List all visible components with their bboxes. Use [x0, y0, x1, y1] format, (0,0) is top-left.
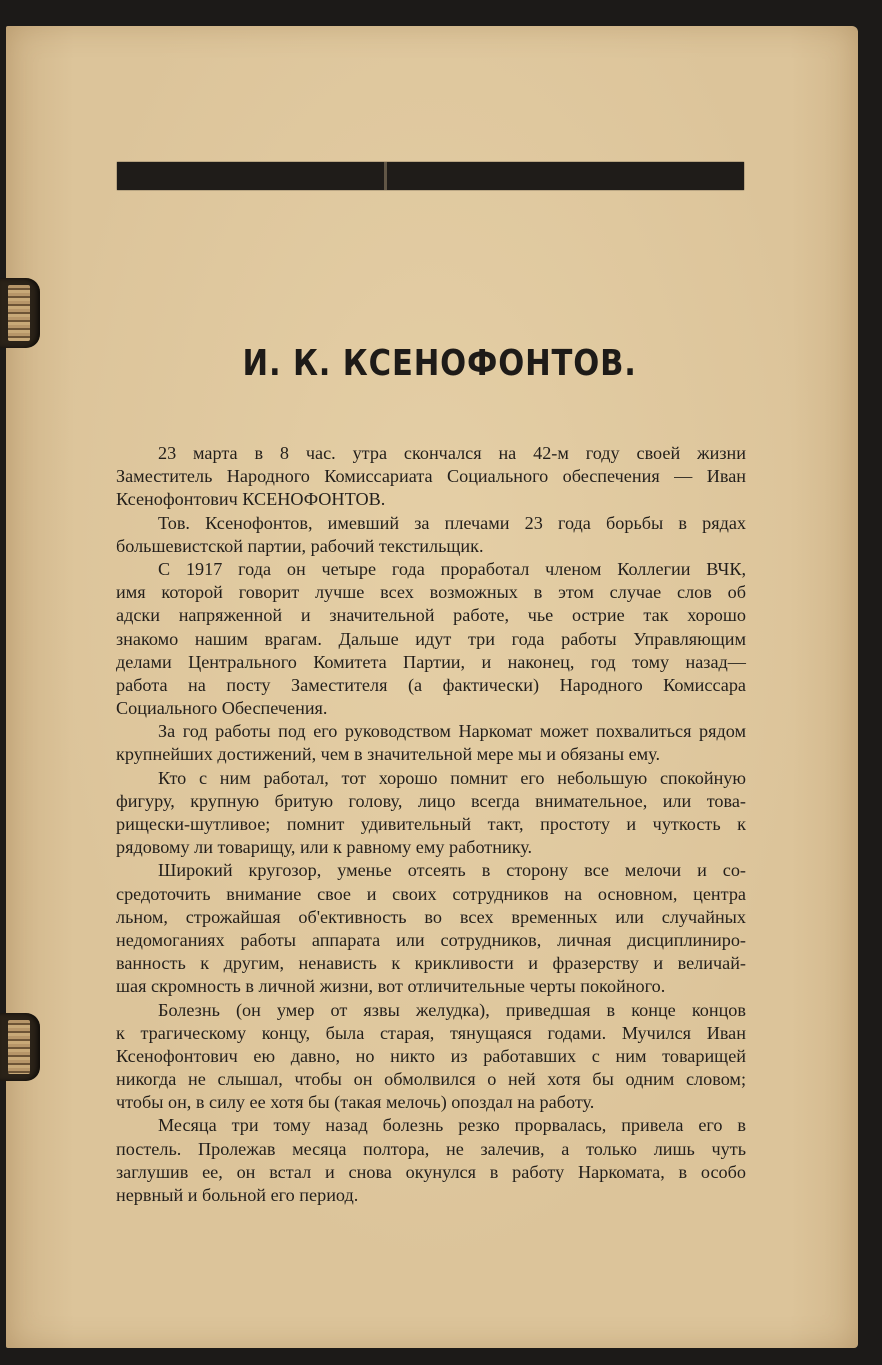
text-line: заглушив ее, он встал и снова окунулся в работу Наркомата, в особо [116, 1161, 746, 1182]
text-line: Заместитель Народного Комиссариата Социального обеспечения — Иван [116, 466, 746, 487]
text-line: никогда не слышал, чтобы он обмолвился о ней хотя бы одним словом; [116, 1069, 746, 1090]
text-line: постель. Пролежав месяца полтора, не залечив, а только лишь чуть [116, 1138, 746, 1159]
text-line: Ксенофонтович КСЕНОФОНТОВ. [116, 489, 386, 510]
decorative-rule [117, 162, 744, 190]
text-line: шая скромность в личной жизни, вот отличительные черты покойного. [116, 976, 666, 997]
text-line: Болезнь (он умер от язвы желудка), приведшая в конце концов [158, 999, 746, 1020]
binding-tear-lower [0, 1013, 40, 1081]
text-line: Широкий кругозор, уменье отсеять в сторону все мелочи и со- [158, 860, 746, 881]
text-line: большевистской партии, рабочий текстильщик. [116, 535, 484, 556]
text-line: Кто с ним работал, тот хорошо помнит его небольшую спокойную [158, 767, 746, 788]
text-line: чтобы он, в силу ее хотя бы (такая мелочь) опоздал на работу. [116, 1092, 595, 1113]
text-line: к трагическому концу, была старая, тянущаяся годами. Мучился Иван [116, 1022, 746, 1043]
text-line: адски напряженной и значительной работе, чье острие так хорошо [116, 605, 746, 626]
page-title: И. К. КСЕНОФОНТОВ. [242, 343, 637, 384]
text-line: фигуру, крупную бритую голову, лицо всегда внимательное, или това- [116, 790, 746, 811]
text-line: За год работы под его руководством Наркомат может похвалиться рядом [158, 721, 746, 742]
text-line: льном, строжайшая об'ективность во всех временных или случайных [116, 906, 746, 927]
text-line: Ксенофонтович ею давно, но никто из работавших с ним товарищей [116, 1045, 746, 1066]
text-line: средоточить внимание свое и своих сотрудников на основном, центра [116, 883, 746, 904]
text-line: Тов. Ксенофонтов, имевший за плечами 23 года борьбы в рядах [158, 512, 746, 533]
text-line: знакомо нашим врагам. Дальше идут три года работы Управляющим [116, 628, 746, 649]
text-line: Социального Обеспечения. [116, 698, 328, 719]
text-line: С 1917 года он четыре года проработал членом Коллегии ВЧК, [158, 558, 746, 579]
text-line: имя которой говорит лучше всех возможных в этом случае слов об [116, 582, 746, 603]
text-line: делами Центрального Комитета Партии, и наконец, год тому назад— [116, 651, 746, 672]
text-line: рищески-шутливое; помнит удивительный такт, простоту и чуткость к [116, 814, 746, 834]
text-line: нервный и больной его период. [116, 1185, 359, 1205]
text-line: рядовому ли товарищу, или к равному ему работнику. [116, 837, 533, 858]
text-line: ванность к другим, ненависть к крикливости и фразерству и величай- [116, 953, 746, 974]
text-line: крупнейших достижений, чем в значительной мере мы и обязаны ему. [116, 744, 660, 765]
article-body [116, 442, 746, 1207]
text-line: работа на посту Заместителя (а фактически) Народного Комиссара [116, 674, 746, 695]
text-line: 23 марта в 8 час. утра скончался на 42-м году своей жизни [158, 443, 746, 463]
binding-tear-upper [0, 278, 40, 348]
text-line: недомоганиях работы аппарата или сотрудников, личная дисциплиниро- [116, 929, 746, 950]
text-line: Месяца три тому назад болезнь резко прорвалась, привела его в [158, 1115, 746, 1136]
